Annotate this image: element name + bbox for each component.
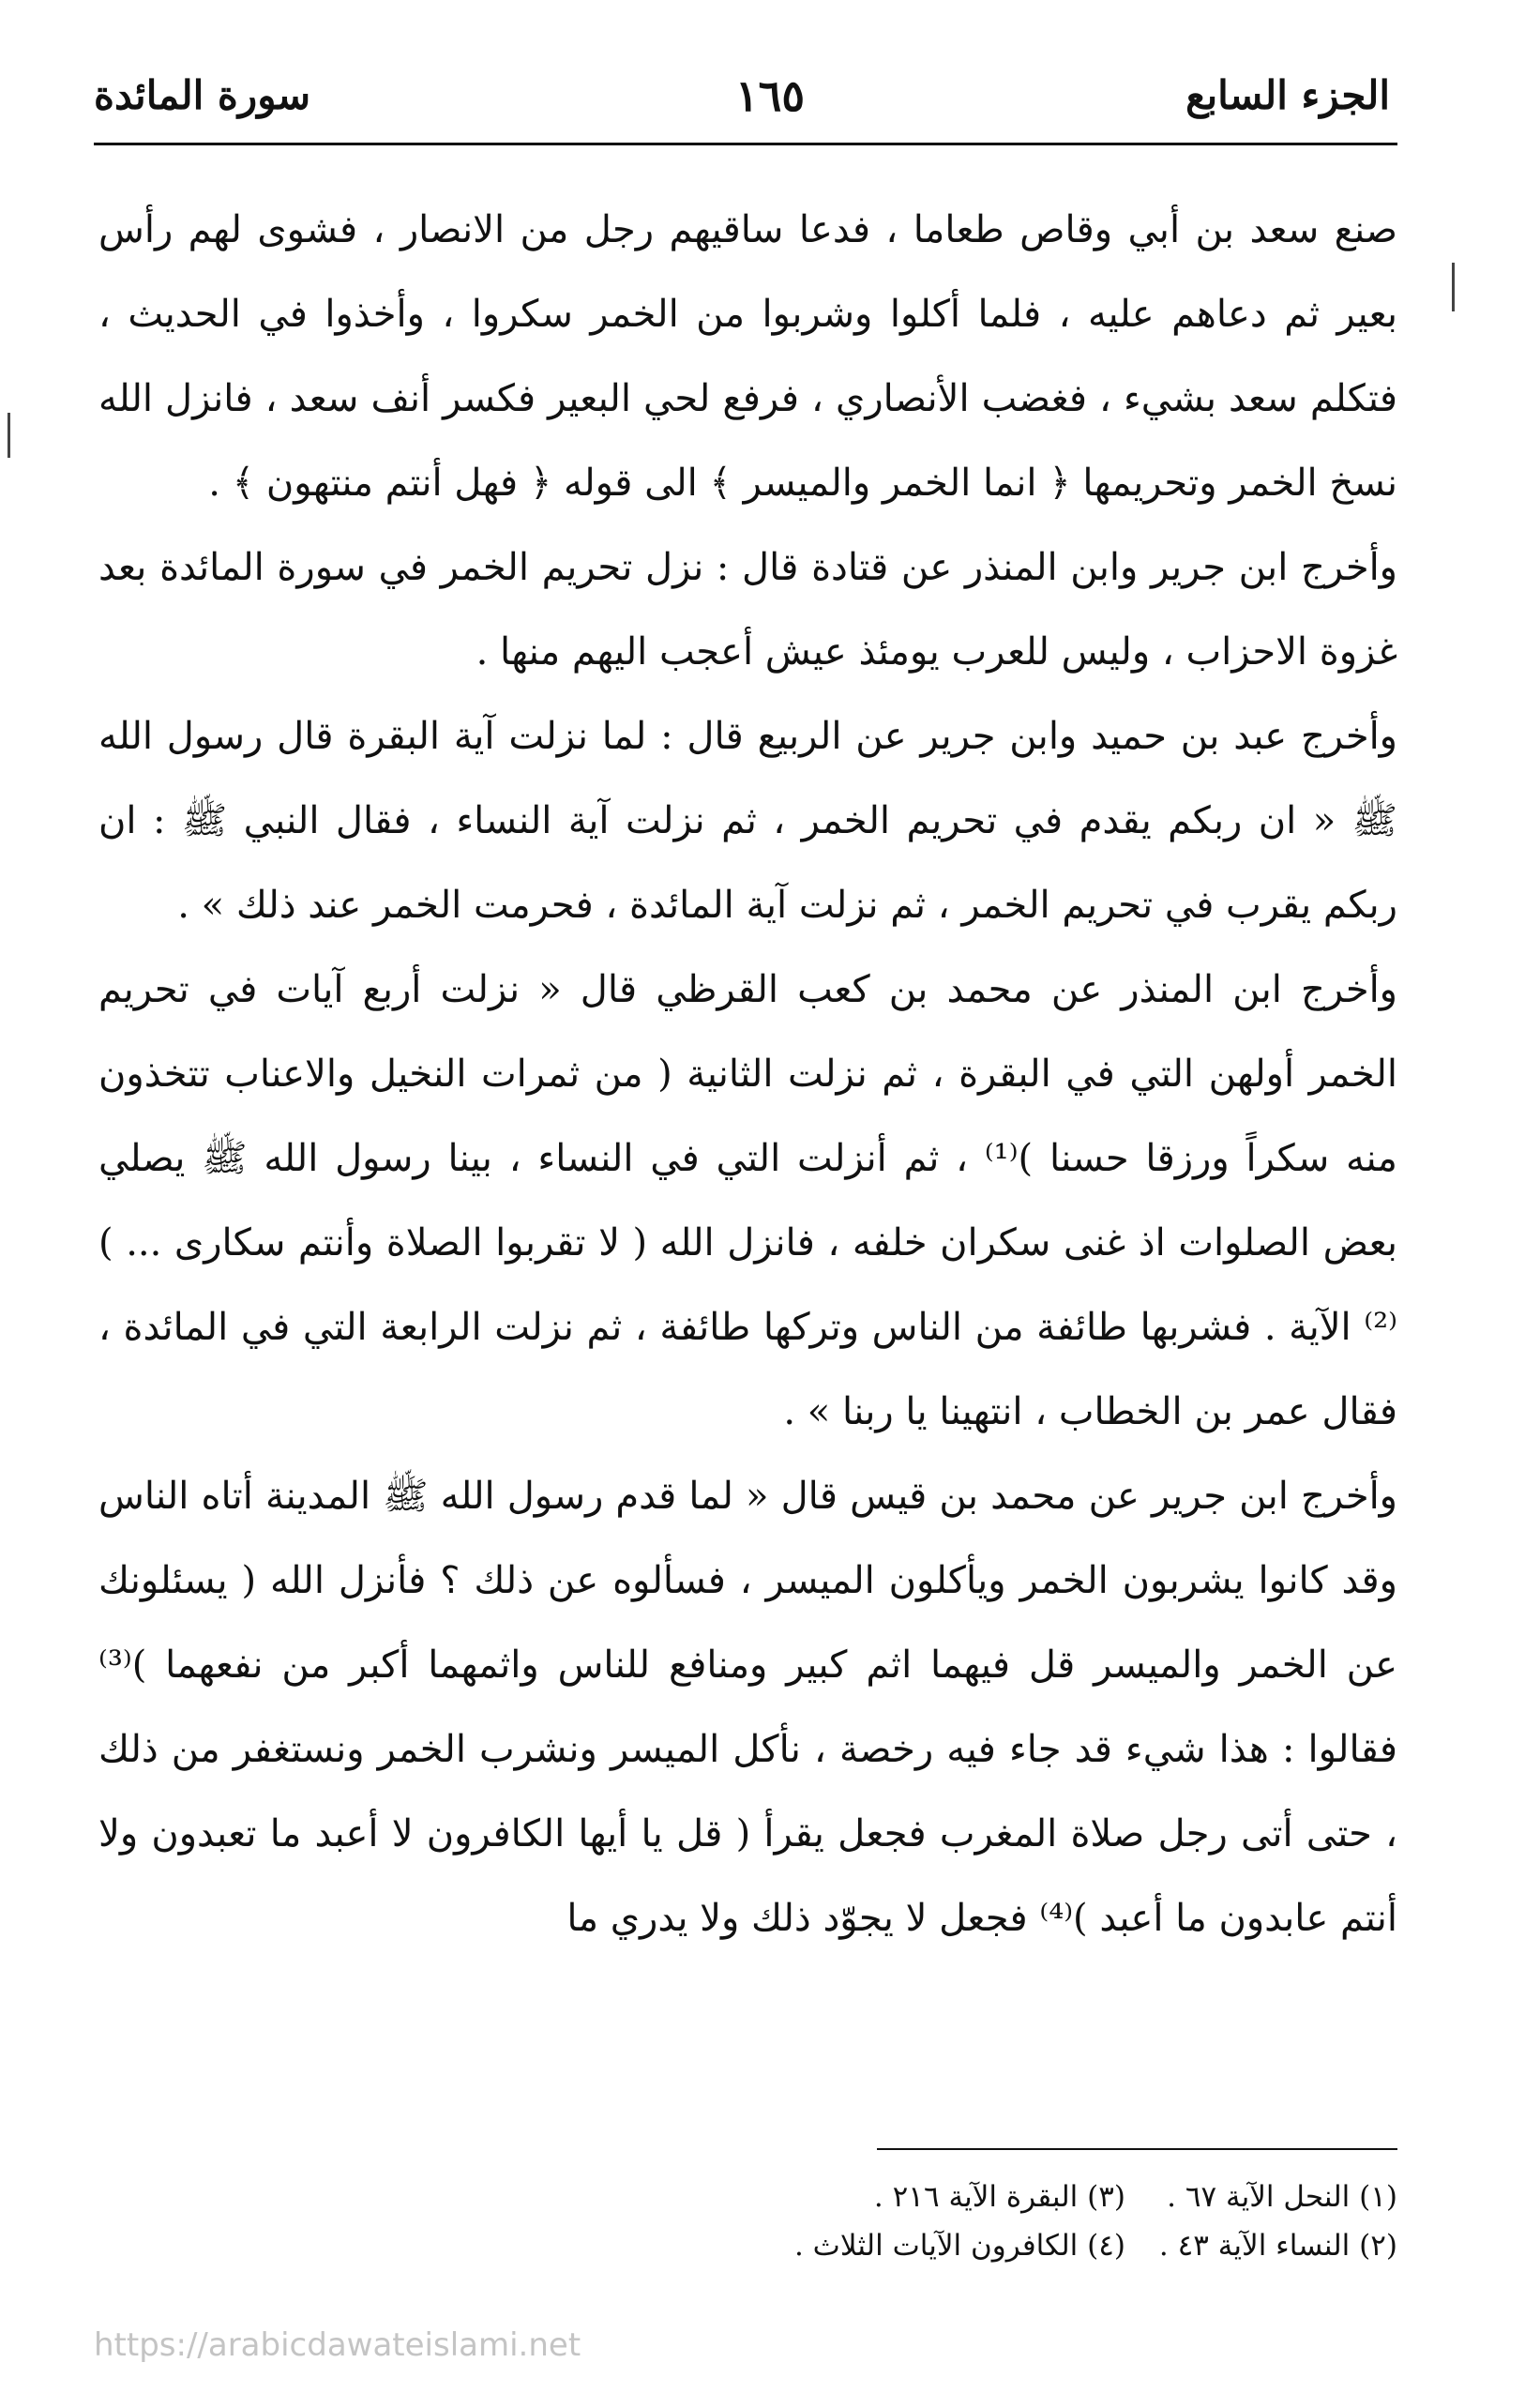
footnotes [553, 2173, 1397, 2270]
footnote: (٤) الكافرون الآيات الثلاث . [793, 2229, 1125, 2263]
page-number: ١٦٥ [734, 70, 806, 121]
footnote: (٣) البقرة الآية ٢١٦ . [873, 2180, 1125, 2214]
footnote-rule [877, 2148, 1397, 2150]
header-part: الجزء السابع [1185, 72, 1390, 118]
watermark-url: https://arabicdawateislami.net [94, 2326, 581, 2364]
footnote-row [553, 2173, 1397, 2221]
paragraph: وأخرج عبد بن حميد وابن جرير عن الربيع قال : لما نزلت آية البقرة قال رسول الله ﷺ « ان ربكم يقدم في تحريم الخمر ، ثم نزلت آية النساء ، فقال النبي ﷺ : ان ربكم يقرب في تحريم الخمر ، ثم نزلت آية المائدة ، فحرمت الخمر عند ذلك » . [98, 715, 1397, 927]
paragraph: وأخرج ابن جرير عن محمد بن قيس قال « لما قدم رسول الله ﷺ المدينة أتاه الناس وقد كانوا يشربون الخمر ويأكلون الميسر ، فسألوه عن ذلك ؟ فأنزل الله ( يسئلونك عن الخمر والميسر قل فيهما اثم كبير ومنافع للناس واثمهما أكبر من نفعهما )⁽³⁾ فقالوا : هذا شيء قد جاء فيه رخصة ، نأكل الميسر ونشرب الخمر ونستغفر من ذلك ، حتى أتى رجل صلاة المغرب فجعل يقرأ ( قل يا أيها الكافرون لا أعبد ما تعبدون ولا أنتم عابدون ما أعبد )⁽⁴⁾ فجعل لا يجوّد ذلك ولا يدري ما [98, 1475, 1397, 1940]
header-surah: سورة المائدة [94, 72, 311, 118]
paragraph: صنع سعد بن أبي وقاص طعاما ، فدعا ساقيهم رجل من الانصار ، فشوى لهم رأس بعير ثم دعاهم عليه ، فلما أكلوا وشربوا من الخمر سكروا ، وأخذوا في الحديث ، فتكلم سعد بشيء ، فغضب الأنصاري ، فرفع لحي البعير فكسر أنف سعد ، فانزل الله نسخ الخمر وتحريمها ﴿ انما الخمر والميسر ﴾ الى قوله ﴿ فهل أنتم منتهون ﴾ . [98, 208, 1397, 505]
paragraph: وأخرج ابن المنذر عن محمد بن كعب القرظي قال « نزلت أربع آيات في تحريم الخمر أولهن التي في البقرة ، ثم نزلت الثانية ( من ثمرات النخيل والاعناب تتخذون منه سكراً ورزقا حسنا )⁽¹⁾ ، ثم أنزلت التي في النساء ، بينا رسول الله ﷺ يصلي بعض الصلوات اذ غنى سكران خلفه ، فانزل الله ( لا تقربوا الصلاة وأنتم سكارى ... )⁽²⁾ الآية . فشربها طائفة من الناس وتركها طائفة ، ثم نزلت الرابعة التي في المائدة ، فقال عمر بن الخطاب ، انتهينا يا ربنا » . [98, 968, 1397, 1433]
margin-mark [8, 413, 10, 458]
footnote: (٢) النساء الآية ٤٣ . [1158, 2229, 1397, 2263]
paragraph: وأخرج ابن جرير وابن المنذر عن قتادة قال : نزل تحريم الخمر في سورة المائدة بعد غزوة الاحزاب ، وليس للعرب يومئذ عيش أعجب اليهم منها . [98, 546, 1397, 674]
main-text [98, 188, 1397, 1961]
header-rule [94, 143, 1397, 145]
footnote: (١) النحل الآية ٦٧ . [1167, 2180, 1397, 2214]
margin-mark [1452, 263, 1455, 311]
footnote-row [553, 2221, 1397, 2270]
